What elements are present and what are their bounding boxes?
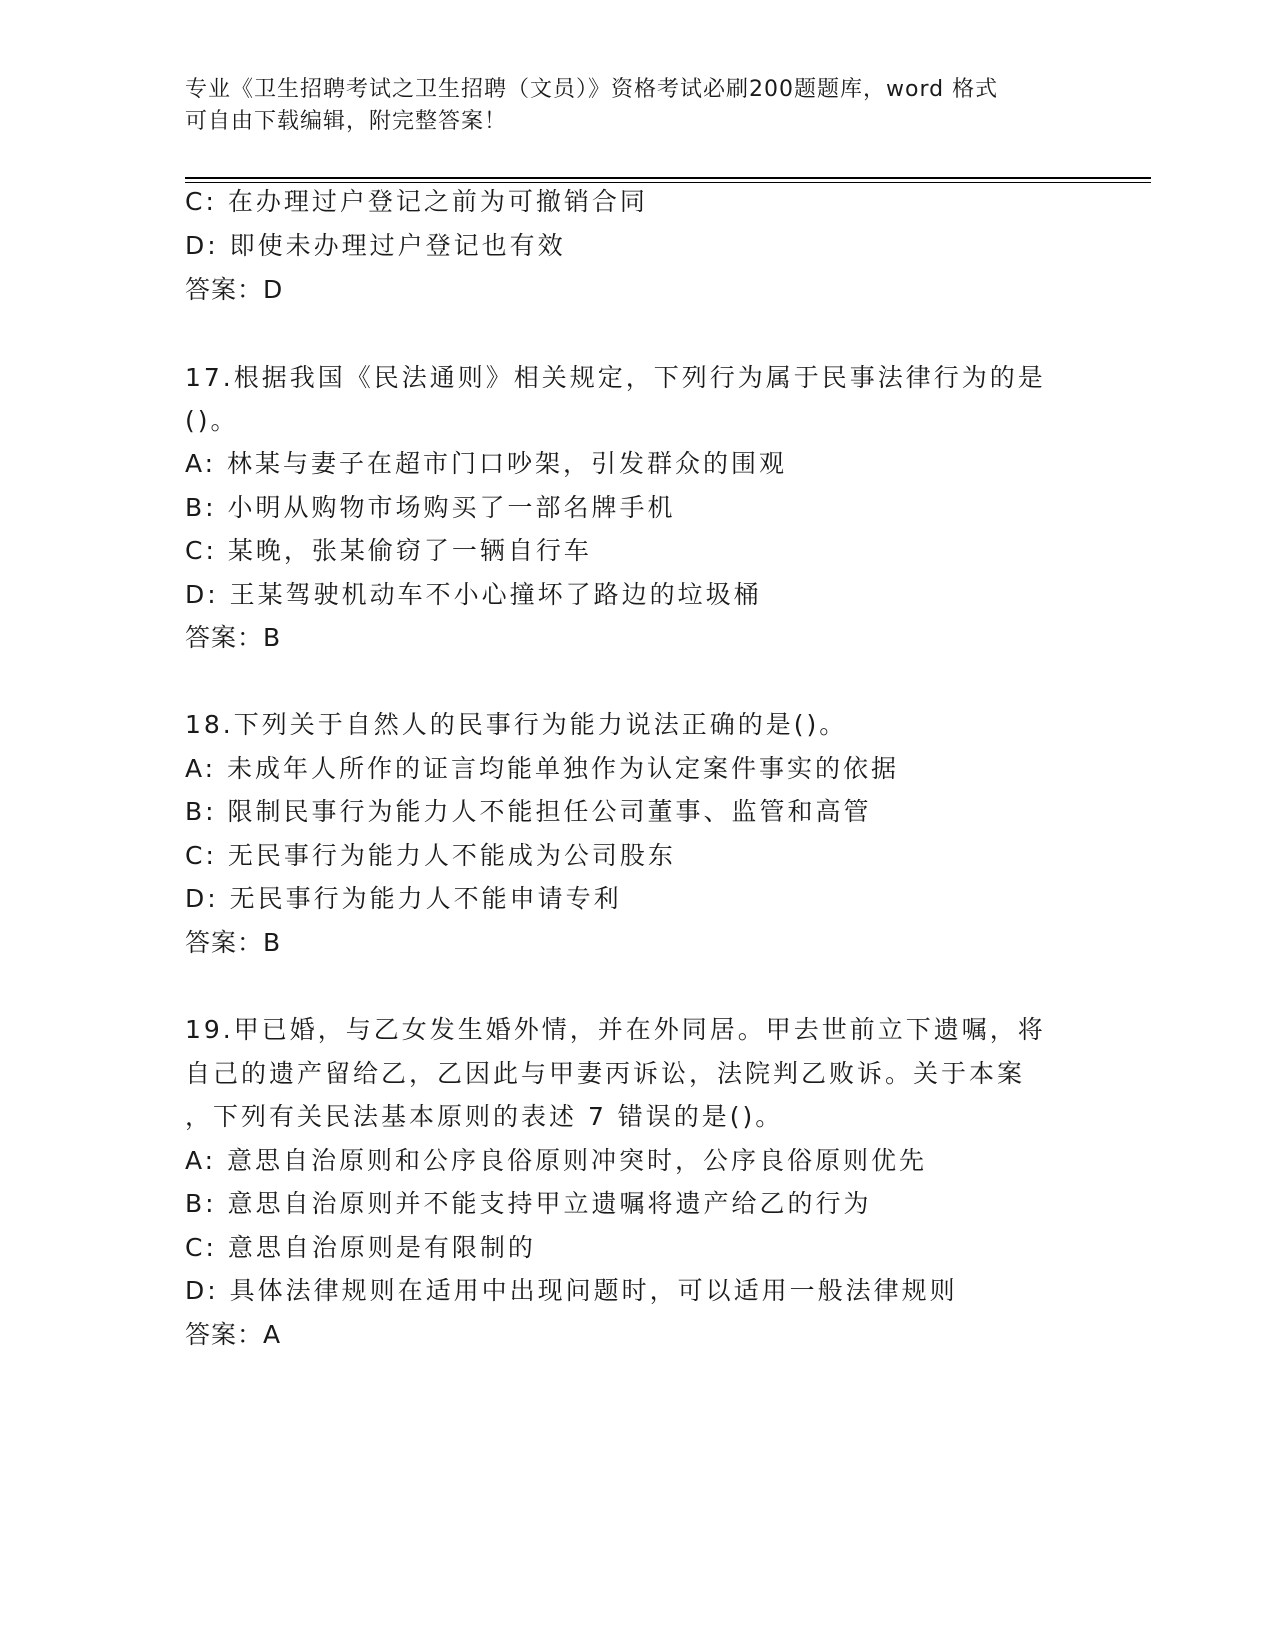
question-19-text-cont: ，下列有关民法基本原则的表述 7 错误的是()。 <box>185 1102 784 1131</box>
header-line-2: 可自由下载编辑，附完整答案！ <box>185 109 508 134</box>
option-b: B: 限制民事行为能力人不能担任公司董事、监管和高管 <box>185 797 872 826</box>
option-b: B: 小明从购物市场购买了一部名牌手机 <box>185 493 676 522</box>
option-d: D: 王某驾驶机动车不小心撞坏了路边的垃圾桶 <box>185 580 762 609</box>
option-c: C: 在办理过户登记之前为可撤销合同 <box>185 187 648 216</box>
option-c: C: 意思自治原则是有限制的 <box>185 1233 536 1262</box>
question-19-text-cont: 自己的遗产留给乙，乙因此与甲妻丙诉讼，法院判乙败诉。关于本案 <box>185 1059 1026 1088</box>
header-rule-thick <box>185 177 1151 179</box>
option-a: A: 意思自治原则和公序良俗原则冲突时，公序良俗原则优先 <box>185 1146 928 1175</box>
option-d: D: 具体法律规则在适用中出现问题时，可以适用一般法律规则 <box>185 1276 958 1305</box>
option-a: A: 林某与妻子在超市门口吵架，引发群众的围观 <box>185 449 788 478</box>
header-line-1: 专业《卫生招聘考试之卫生招聘（文员）》资格考试必刷200题题库，word 格式 <box>185 77 999 102</box>
option-c: C: 无民事行为能力人不能成为公司股东 <box>185 841 676 870</box>
answer-line: 答案：B <box>185 928 282 957</box>
option-b: B: 意思自治原则并不能支持甲立遗嘱将遗产给乙的行为 <box>185 1189 872 1218</box>
question-17-text: 17.根据我国《民法通则》相关规定，下列行为属于民事法律行为的是 <box>185 363 1046 392</box>
option-a: A: 未成年人所作的证言均能单独作为认定案件事实的依据 <box>185 754 900 783</box>
option-d: D: 无民事行为能力人不能申请专利 <box>185 884 622 913</box>
answer-line: 答案：A <box>185 1320 282 1349</box>
option-c: C: 某晚，张某偷窃了一辆自行车 <box>185 536 592 565</box>
answer-line: 答案：D <box>185 275 284 304</box>
document-header <box>185 74 1085 138</box>
question-17-text-cont: ()。 <box>185 406 239 435</box>
question-18-text: 18.下列关于自然人的民事行为能力说法正确的是()。 <box>185 710 848 739</box>
option-d: D: 即使未办理过户登记也有效 <box>185 231 566 260</box>
question-19-text: 19.甲已婚，与乙女发生婚外情，并在外同居。甲去世前立下遗嘱，将 <box>185 1015 1046 1044</box>
header-rule-thin <box>185 182 1151 183</box>
answer-line: 答案：B <box>185 623 282 652</box>
